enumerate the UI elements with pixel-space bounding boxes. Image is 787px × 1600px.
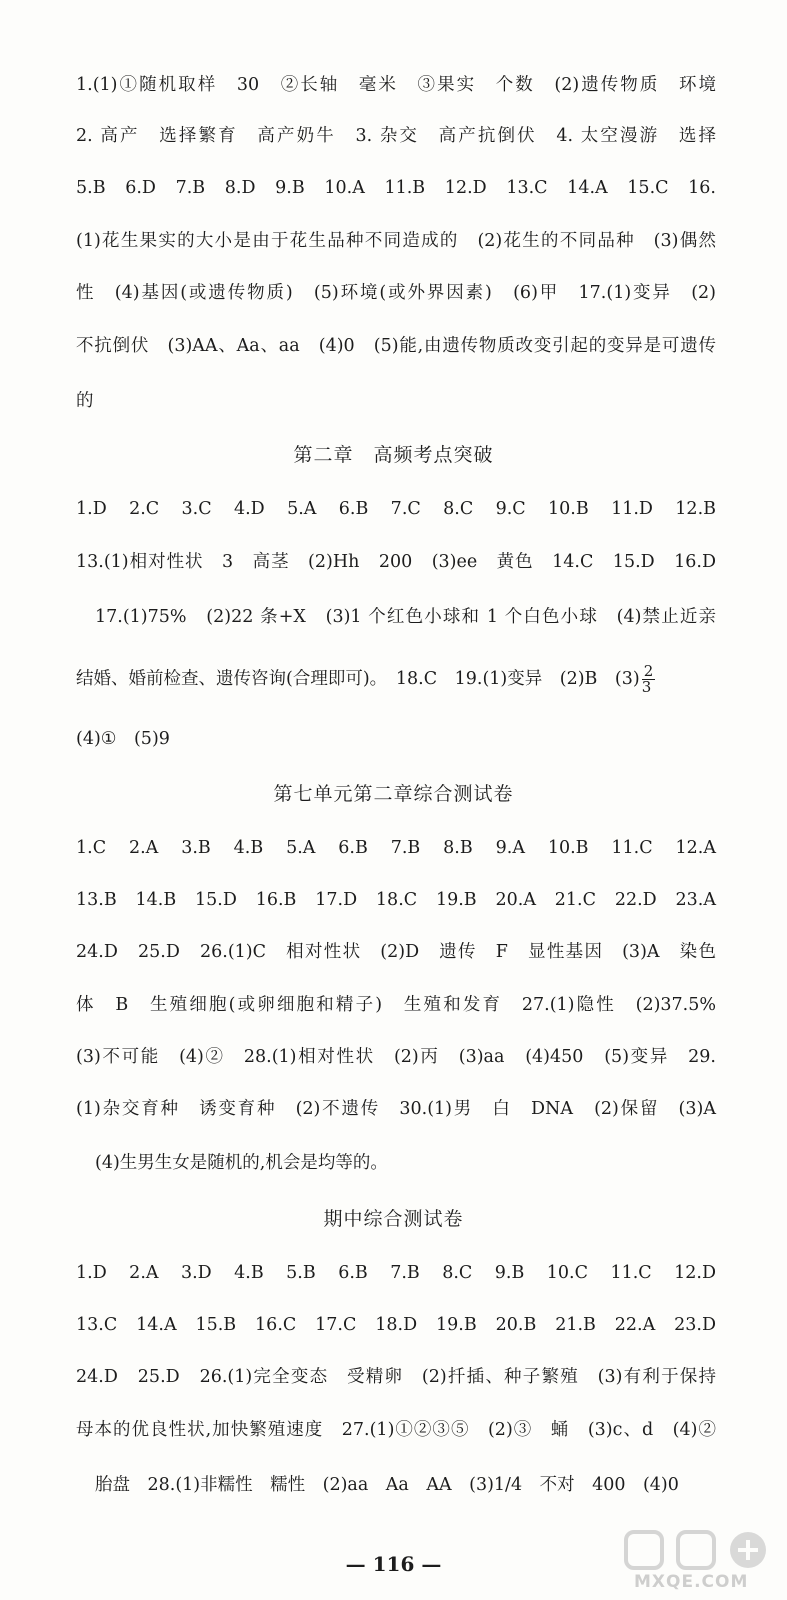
answer-line: 胎盘 28.(1)非糯性 糯性 (2)aa Aa AA (3)1/4 不对 400 (4)0 <box>95 1475 679 1495</box>
watermark-logo <box>616 1528 781 1596</box>
fraction-denominator: 3 <box>641 678 652 696</box>
answer-line: 不抗倒伏 (3)AA、Aa、aa (4)0 (5)能,由遗传物质改变引起的变异是可遗传 <box>76 336 716 356</box>
answer-line: 2. 高产 选择繁育 高产奶牛 3. 杂交 高产抗倒伏 4. 太空漫游 选择 <box>76 126 716 146</box>
answer-line: 的 <box>76 391 94 411</box>
answer-line: 13.(1)相对性状 3 高茎 (2)Hh 200 (3)ee 黄色 14.C 15.D 16.D <box>76 552 716 572</box>
answer-line: 1.D 2.C 3.C 4.D 5.A 6.B 7.C 8.C 9.C 10.B 11.D 12.B <box>76 499 716 519</box>
watermark-text: MXQE.COM <box>634 1572 749 1592</box>
answer-line: 体 B 生殖细胞(或卵细胞和精子) 生殖和发育 27.(1)隐性 (2)37.5% <box>76 995 716 1015</box>
answer-line: 母本的优良性状,加快繁殖速度 27.(1)①②③⑤ (2)③ 蛹 (3)c、d (4)② <box>76 1420 716 1440</box>
answer-line: 1.C 2.A 3.B 4.B 5.A 6.B 7.B 8.B 9.A 10.B 11.C 12.A <box>76 838 716 858</box>
answer-line: (1)杂交育种 诱变育种 (2)不遗传 30.(1)男 白 DNA (2)保留 (3)A <box>76 1099 716 1119</box>
answer-line: 性 (4)基因(或遗传物质) (5)环境(或外界因素) (6)甲 17.(1)变异 (2) <box>76 283 716 303</box>
answer-line: (4)生男生女是随机的,机会是均等的。 <box>95 1153 388 1173</box>
answer-line: 5.B 6.D 7.B 8.D 9.B 10.A 11.B 12.D 13.C 14.A 15.C 16. <box>76 178 716 198</box>
section-title: 第七单元第二章综合测试卷 <box>273 783 514 805</box>
watermark-icon <box>616 1528 781 1572</box>
answer-line: (1)花生果实的大小是由于花生品种不同造成的 (2)花生的不同品种 (3)偶然 <box>76 231 716 251</box>
answer-line: 13.C 14.A 15.B 16.C 17.C 18.D 19.B 20.B 21.B 22.A 23.D <box>76 1315 716 1335</box>
fraction-numerator: 2 <box>643 662 654 680</box>
answer-text: 结婚、婚前检查、遗传咨询(合理即可)。 18.C 19.(1)变异 (2)B (3) <box>76 669 640 689</box>
answer-line: (3)不可能 (4)② 28.(1)相对性状 (2)丙 (3)aa (4)450 (5)变异 29. <box>76 1047 716 1067</box>
answer-line: 24.D 25.D 26.(1)完全变态 受精卵 (2)扦插、种子繁殖 (3)有利于保持 <box>76 1367 716 1387</box>
answer-line: 24.D 25.D 26.(1)C 相对性状 (2)D 遗传 F 显性基因 (3)A 染色 <box>76 942 716 962</box>
answer-line: 13.B 14.B 15.D 16.B 17.D 18.C 19.B 20.A 21.C 22.D 23.A <box>76 890 716 910</box>
answer-line: (4)① (5)9 <box>76 729 170 749</box>
answer-line: 17.(1)75% (2)22 条+X (3)1 个红色小球和 1 个白色小球 (4)禁止近亲 <box>95 607 716 627</box>
answer-line: 1.(1)①随机取样 30 ②长轴 毫米 ③果实 个数 (2)遗传物质 环境 <box>76 75 716 95</box>
page-number: — 116 — <box>345 1552 442 1576</box>
section-title: 期中综合测试卷 <box>323 1208 464 1230</box>
answer-line <box>76 664 716 695</box>
fraction <box>642 664 656 695</box>
answer-line: 1.D 2.A 3.D 4.B 5.B 6.B 7.B 8.C 9.B 10.C 11.C 12.D <box>76 1263 716 1283</box>
section-title: 第二章 高频考点突破 <box>293 444 494 466</box>
